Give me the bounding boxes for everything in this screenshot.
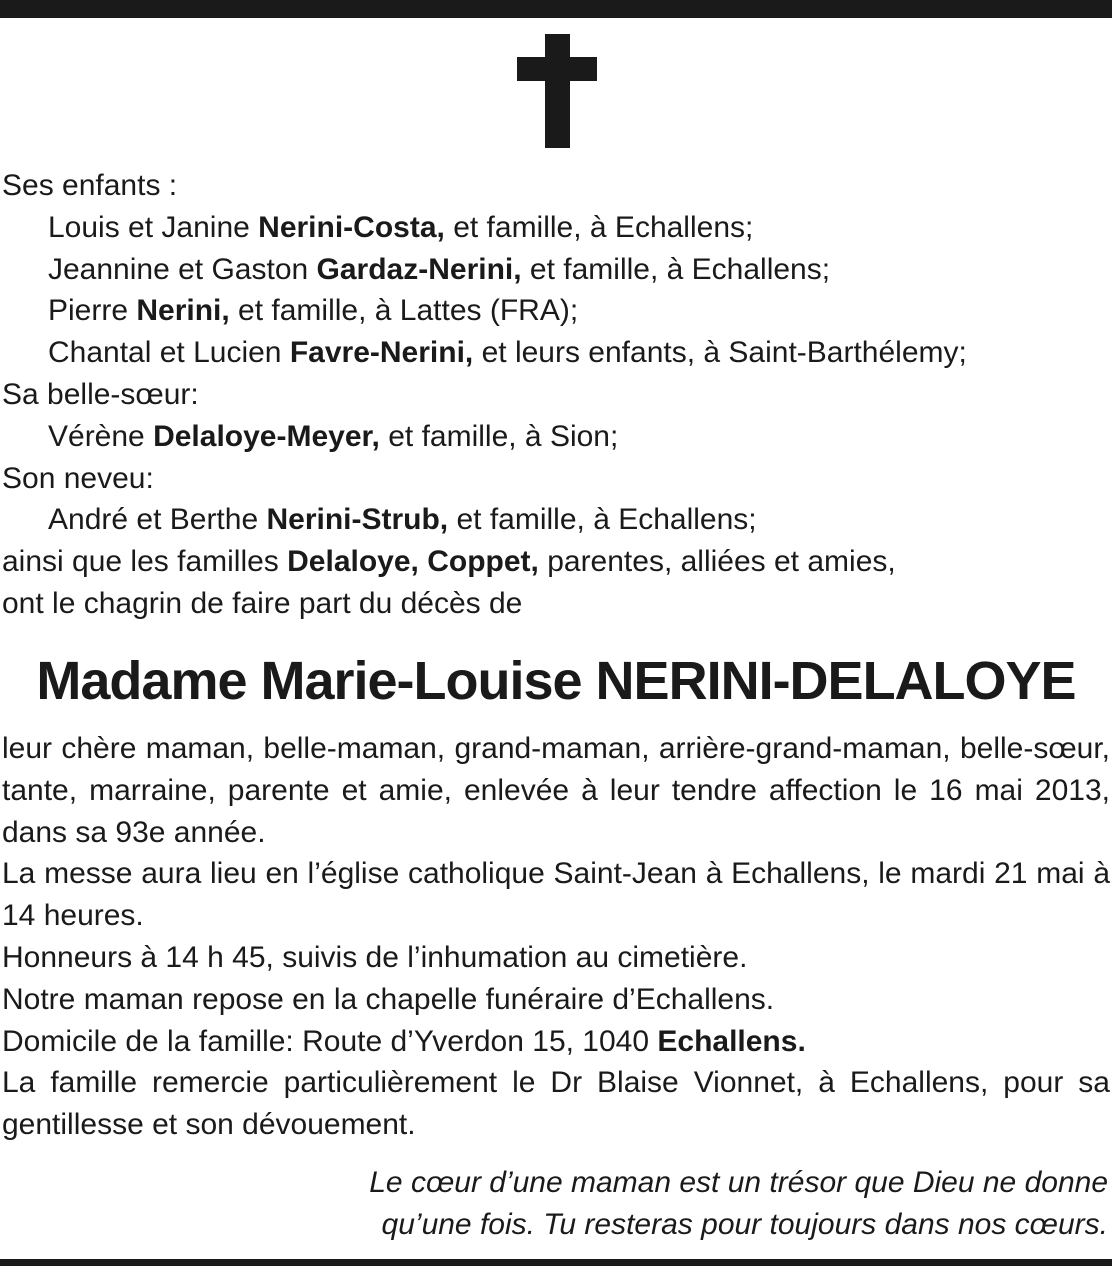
- children-heading: Ses enfants :: [2, 169, 178, 202]
- top-rule: [0, 0, 1112, 18]
- cross-icon: [517, 34, 597, 148]
- quote-line: Le cœur d’une maman est un trésor que Dieu ne donne: [369, 1166, 1108, 1199]
- paragraph-thanks: La famille remercie particulièrement le Dr Blaise Vionnet, à Echallens, pour sa gentillesse et son dévouement.: [2, 1066, 1110, 1142]
- families-line: ainsi que les familles Delaloye, Coppet, parentes, alliées et amies,: [2, 545, 896, 579]
- paragraph-tribute: leur chère maman, belle-maman, grand-maman, arrière-grand-maman, belle-sœur, tante, marraine, parente et amie, enlevée à leur tendre affection le 16 mai 2013, dans sa 93e année.: [2, 732, 1110, 849]
- announce-line: ont le chagrin de faire part du décès de: [2, 586, 523, 620]
- list-item: Louis et Janine Nerini-Costa, et famille, à Echallens;: [48, 210, 754, 244]
- list-item: Jeannine et Gaston Gardaz-Nerini, et famille, à Echallens;: [48, 252, 831, 286]
- paragraph-domicile: Domicile de la famille: Route d’Yverdon 15, 1040 Echallens.: [2, 1024, 806, 1058]
- list-item: André et Berthe Nerini-Strub, et famille, à Echallens;: [48, 503, 757, 537]
- paragraph-honours: Honneurs à 14 h 45, suivis de l’inhumation au cimetière.: [2, 940, 748, 974]
- paragraph-mass: La messe aura lieu en l’église catholique Saint-Jean à Echallens, le mardi 21 mai à 14 heures.: [2, 857, 1110, 933]
- deceased-name: Madame Marie-Louise NERINI-DELALOYE: [36, 651, 1076, 711]
- bottom-rule: [0, 1259, 1112, 1266]
- notice-body: [2, 728, 1110, 1146]
- family-list: [2, 165, 1110, 625]
- nephew-heading: Son neveu:: [2, 461, 154, 495]
- paragraph-chapel: Notre maman repose en la chapelle funéraire d’Echallens.: [2, 982, 775, 1016]
- closing-quote: [0, 1162, 1108, 1246]
- list-item: Vérène Delaloye-Meyer, et famille, à Sion;: [48, 419, 619, 453]
- sister-in-law-heading: Sa belle-sœur:: [2, 377, 199, 411]
- list-item: Chantal et Lucien Favre-Nerini, et leurs enfants, à Saint-Barthélemy;: [48, 336, 967, 370]
- quote-line: qu’une fois. Tu resteras pour toujours dans nos cœurs.: [381, 1208, 1108, 1241]
- list-item: Pierre Nerini, et famille, à Lattes (FRA);: [48, 294, 579, 328]
